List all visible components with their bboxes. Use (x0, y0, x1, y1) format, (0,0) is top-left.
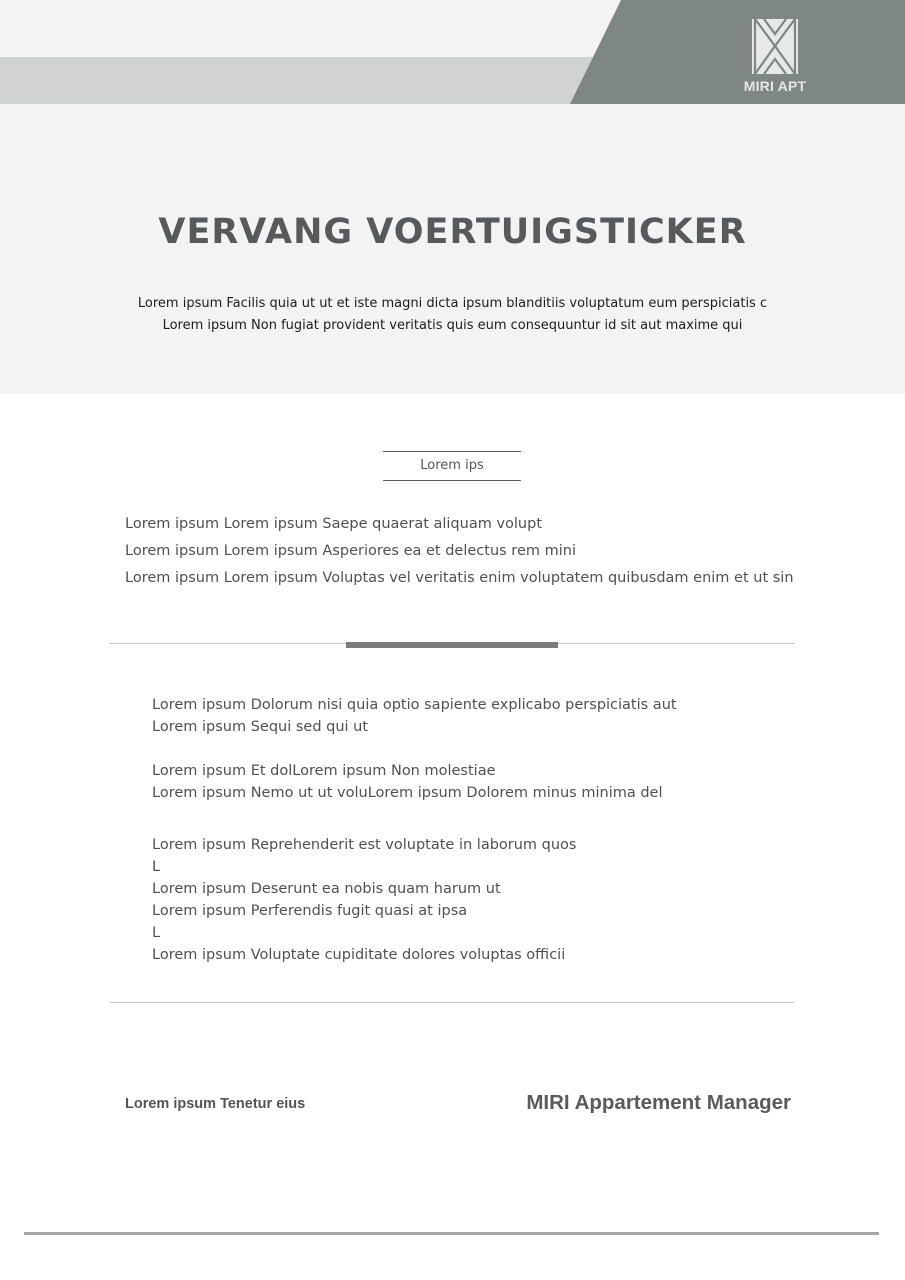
detail-line: L (152, 859, 161, 875)
detail-line: Lorem ipsum Voluptate cupiditate dolores voluptas officii (152, 947, 566, 963)
intro-line: Lorem ipsum Non fugiat provident veritatis quis eum consequuntur id sit aut maxime qui (162, 318, 743, 333)
divider-accent (346, 642, 558, 648)
footer-note: Lorem ipsum Tenetur eius (125, 1096, 306, 1112)
intro-line: Lorem ipsum Facilis quia ut ut et iste magni dicta ipsum blanditiis voluptatum eum perspiciatis c (137, 296, 768, 311)
detail-line: Lorem ipsum Et dolLorem ipsum Non molestiae (152, 763, 496, 779)
detail-group (152, 694, 677, 738)
bottom-rule (24, 1232, 879, 1235)
footer-brand: MIRI Appartement Manager (526, 1091, 791, 1114)
logo-text: MIRI APT (743, 78, 807, 94)
detail-line: L (152, 925, 161, 941)
detail-group (152, 760, 663, 804)
divider (110, 1002, 794, 1003)
page-title: VERVANG VOERTUIGSTICKER (158, 212, 747, 252)
detail-line: Lorem ipsum Perferendis fugit quasi at ipsa (152, 903, 468, 919)
list-item: Lorem ipsum Lorem ipsum Asperiores ea et delectus rem mini (125, 543, 576, 559)
detail-line: Lorem ipsum Deserunt ea nobis quam harum ut (152, 881, 501, 897)
section-list (125, 511, 794, 592)
detail-line: Lorem ipsum Nemo ut ut voluLorem ipsum Dolorem minus minima del (152, 785, 663, 801)
detail-line: Lorem ipsum Dolorum nisi quia optio sapiente explicabo perspiciatis aut (152, 697, 677, 713)
detail-line: Lorem ipsum Reprehenderit est voluptate in laborum quos (152, 837, 577, 853)
list-item: Lorem ipsum Lorem ipsum Voluptas vel veritatis enim voluptatem quibusdam enim et ut sin (125, 570, 794, 586)
detail-group (152, 834, 576, 966)
detail-line: Lorem ipsum Sequi sed qui ut (152, 719, 369, 735)
intro-text (0, 293, 905, 337)
list-item: Lorem ipsum Lorem ipsum Saepe quaerat aliquam volupt (125, 516, 543, 532)
logo-icon (752, 19, 798, 74)
section-tag: Lorem ips (383, 451, 521, 481)
